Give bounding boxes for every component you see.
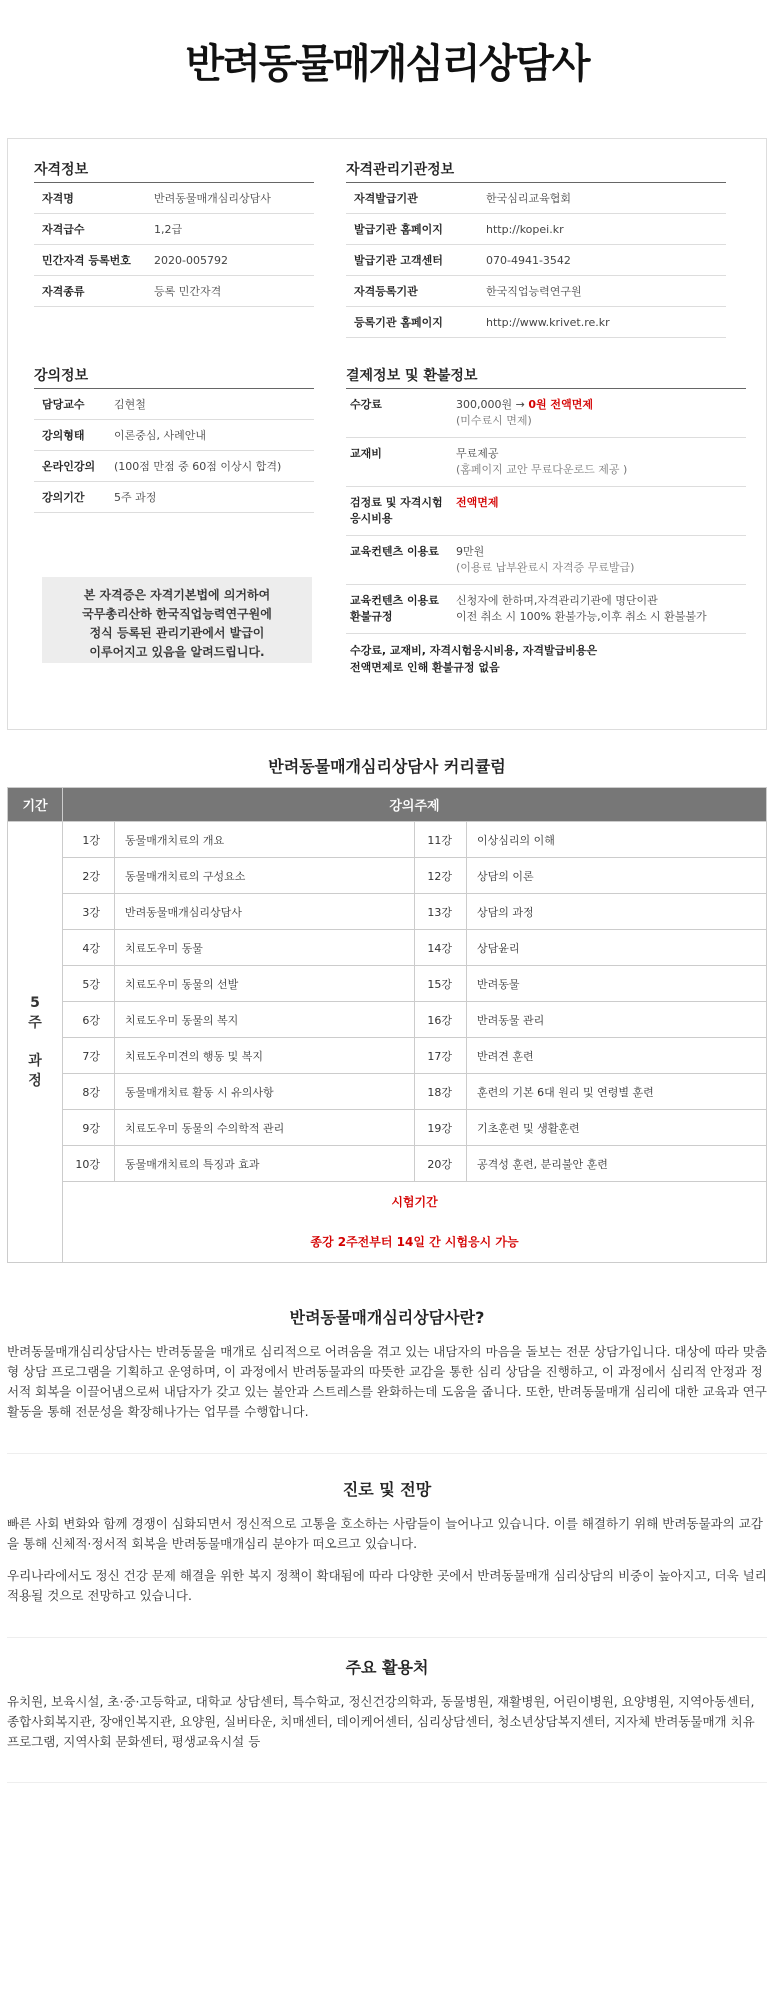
refund-row	[346, 585, 746, 634]
kv-row	[34, 420, 314, 451]
lesson-num: 16강	[415, 1002, 467, 1038]
notice-line: 국무총리산하 한국직업능력연구원에	[82, 607, 272, 621]
about-section	[7, 1305, 767, 1434]
kv-key: 자격명	[42, 192, 74, 205]
kv-value: 등록 민간자격	[154, 285, 222, 298]
period-cell	[8, 822, 63, 1263]
homepage-link[interactable]: http://www.krivet.re.kr	[486, 315, 610, 329]
kv-key: 자격급수	[42, 223, 85, 236]
material-sub: (홈페이지 교안 무료다운로드 제공 )	[456, 463, 628, 476]
lesson-num: 15강	[415, 966, 467, 1002]
kv-key: 교재비	[350, 447, 382, 460]
kv-row	[34, 389, 314, 420]
material-row	[346, 438, 746, 487]
lesson-num: 20강	[415, 1146, 467, 1182]
fee-price: 300,000원 →	[456, 398, 525, 411]
exam-row	[8, 1182, 767, 1263]
table-row	[8, 858, 767, 894]
kv-row	[34, 451, 314, 482]
lesson-num: 11강	[415, 822, 467, 858]
kv-key: 강의형태	[42, 429, 85, 442]
lesson-topic: 동물매개치료 활동 시 유의사항	[115, 1074, 415, 1110]
kv-value: 한국직업능력연구원	[486, 285, 582, 298]
lesson-topic: 반려견 훈련	[467, 1038, 767, 1074]
kv-key: 등록기관 홈페이지	[354, 316, 443, 329]
divider	[7, 1453, 767, 1454]
kv-key: 강의기간	[42, 491, 85, 504]
lesson-topic: 치료도우미 동물의 복지	[115, 1002, 415, 1038]
refund-note-line: 수강료, 교재비, 자격시험응시비용, 자격발급비용은	[350, 644, 598, 657]
lesson-topic: 치료도우미 동물의 선발	[115, 966, 415, 1002]
curriculum-table	[7, 787, 767, 1263]
kv-row	[34, 482, 314, 513]
kv-key: 교육컨텐츠 이용료	[350, 545, 439, 558]
kv-value: 반려동물매개심리상담사	[154, 192, 271, 205]
section-title: 자격정보	[34, 159, 314, 183]
lesson-topic: 상담윤리	[467, 930, 767, 966]
section-paragraph: 우리나라에서도 정신 건강 문제 해결을 위한 복지 정책이 확대됨에 따라 다양한 곳에서 반려동물매개 심리상담의 비중이 높아지고, 더욱 널리 적용될 것으로 전망하고 있습니다.	[7, 1568, 767, 1603]
lesson-topic: 동물매개치료의 개요	[115, 822, 415, 858]
agency-section	[346, 159, 726, 338]
kv-value: 김현철	[114, 398, 146, 411]
lesson-topic: 이상심리의 이해	[467, 822, 767, 858]
notice-line: 본 자격증은 자격기본법에 의거하여	[83, 588, 271, 602]
table-row	[8, 1110, 767, 1146]
lesson-num: 2강	[63, 858, 115, 894]
payment-section	[346, 365, 746, 676]
kv-key: 발급기관 홈페이지	[354, 223, 443, 236]
notice-line: 정식 등록된 관리기관에서 발급이	[89, 626, 265, 640]
lesson-topic: 반려동물매개심리상담사	[115, 894, 415, 930]
kv-key: 자격등록기관	[354, 285, 418, 298]
lesson-topic: 반려동물	[467, 966, 767, 1002]
kv-value: 이론중심, 사례안내	[114, 429, 207, 442]
kv-key: 수강료	[350, 398, 382, 411]
lesson-num: 9강	[63, 1110, 115, 1146]
period-text: 주	[28, 1015, 42, 1031]
lecture-section	[34, 365, 314, 513]
exam-title: 시험기간	[391, 1195, 438, 1209]
kv-key: 환불규정	[350, 610, 393, 623]
lesson-num: 4강	[63, 930, 115, 966]
usage-section	[7, 1655, 767, 1764]
table-row	[8, 1074, 767, 1110]
content-fee-row	[346, 536, 746, 585]
kv-row	[346, 183, 726, 214]
section-paragraph: 빠른 사회 변화와 함께 경쟁이 심화되면서 정신적으로 고통을 호소하는 사람들이 늘어나고 있습니다. 이를 해결하기 위해 반려동물과의 교감을 통해 신체적·정서적 회복을 반려동물매개심리 분야가 떠오르고 있습니다.	[7, 1516, 763, 1551]
exam-fee-value: 전액면제	[456, 496, 499, 509]
lesson-topic: 치료도우미 동물	[115, 930, 415, 966]
section-title: 결제정보 및 환불정보	[346, 365, 746, 389]
exam-fee-row	[346, 487, 746, 536]
table-row	[8, 1002, 767, 1038]
lesson-num: 12강	[415, 858, 467, 894]
homepage-link[interactable]: http://kopei.kr	[486, 222, 564, 236]
content-fee-sub: (이용료 납부완료시 자격증 무료발급)	[456, 561, 635, 574]
kv-value: 070-4941-3542	[486, 253, 571, 267]
divider	[7, 1782, 767, 1783]
lesson-num: 5강	[63, 966, 115, 1002]
lesson-topic: 동물매개치료의 특징과 효과	[115, 1146, 415, 1182]
page-title: 반려동물매개심리상담사	[185, 41, 589, 87]
kv-key: 응시비용	[350, 512, 393, 525]
lesson-topic: 기초훈련 및 생활훈련	[467, 1110, 767, 1146]
lesson-num: 18강	[415, 1074, 467, 1110]
lesson-num: 17강	[415, 1038, 467, 1074]
section-title: 자격관리기관정보	[346, 159, 726, 183]
col-period: 기간	[8, 788, 63, 822]
lesson-num: 10강	[63, 1146, 115, 1182]
kv-row	[34, 276, 314, 307]
lesson-num: 6강	[63, 1002, 115, 1038]
section-heading: 반려동물매개심리상담사란?	[289, 1308, 485, 1327]
table-row	[8, 1146, 767, 1182]
lesson-num: 3강	[63, 894, 115, 930]
kv-row	[346, 214, 726, 245]
lesson-num: 8강	[63, 1074, 115, 1110]
kv-key: 온라인강의	[42, 460, 96, 473]
exam-desc: 종강 2주전부터 14일 간 시험응시 가능	[310, 1235, 519, 1249]
refund-value: 신청자에 한하며,자격관리기관에 명단이관	[456, 594, 658, 607]
kv-row	[346, 307, 726, 338]
kv-row	[34, 214, 314, 245]
kv-value: 1,2급	[154, 223, 183, 236]
table-row	[8, 1038, 767, 1074]
table-row	[8, 930, 767, 966]
exam-cell	[63, 1182, 767, 1263]
refund-note-line: 전액면제로 인해 환불규정 없음	[350, 661, 500, 674]
kv-key: 자격발급기관	[354, 192, 418, 205]
col-subject: 강의주제	[63, 788, 767, 822]
kv-key: 검정료 및 자격시험	[350, 496, 443, 509]
kv-key: 자격종류	[42, 285, 85, 298]
lesson-topic: 상담의 과정	[467, 894, 767, 930]
table-row	[8, 894, 767, 930]
lesson-num: 13강	[415, 894, 467, 930]
lesson-topic: 치료도우미견의 행동 및 복지	[115, 1038, 415, 1074]
lesson-num: 1강	[63, 822, 115, 858]
lesson-topic: 훈련의 기본 6대 원리 및 연령별 훈련	[467, 1074, 767, 1110]
section-heading: 진로 및 전망	[342, 1480, 432, 1499]
lesson-topic: 치료도우미 동물의 수의학적 관리	[115, 1110, 415, 1146]
refund-value: 이전 취소 시 100% 환불가능,이후 취소 시 환불불가	[456, 610, 707, 623]
kv-value: 한국심리교육협회	[486, 192, 572, 205]
kv-key: 담당교수	[42, 398, 85, 411]
period-text: 정	[28, 1073, 42, 1089]
kv-key: 민간자격 등록번호	[42, 254, 131, 267]
section-paragraph: 유치원, 보육시설, 초·중·고등학교, 대학교 상담센터, 특수학교, 정신건강의학과, 동물병원, 재활병원, 어린이병원, 요양병원, 지역아동센터, 종합사회복지관, 장애인복지관, 요양원, 실버타운, 치매센터, 데이케어센터, 심리상담센터, 청소년상담복지센터, 지자체 반려동물매개 치유 프로그램, 지역사회 문화센터, 평생교육시설 등	[7, 1694, 755, 1749]
kv-value: (100점 만점 중 60점 이상시 합격)	[114, 460, 282, 473]
curriculum-title: 반려동물매개심리상담사 커리큘럼	[268, 757, 506, 776]
divider	[7, 1637, 767, 1638]
period-text: 5	[30, 995, 40, 1011]
refund-note	[346, 634, 746, 676]
section-paragraph: 반려동물매개심리상담사는 반려동물을 매개로 심리적으로 어려움을 겪고 있는 내담자의 마음을 돌보는 전문 상담가입니다. 대상에 따라 맞춤형 상담 프로그램을 기획하고 운영하며, 이 과정에서 반려동물과의 따뜻한 교감을 통한 심리 상담을 진행하고, 이 과정에서 심리적 안정과 정서적 회복을 이끌어냄으로써 내담자가 갖고 있는 불안과 스트레스를 완화하는데 도움을 줍니다. 또한, 반려동물매개 심리에 대한 교육과 연구 활동을 통해 전문성을 확장해나가는 업무를 수행합니다.	[7, 1344, 767, 1419]
period-text: 과	[28, 1053, 42, 1069]
notice-line: 이루어지고 있음을 알려드립니다.	[89, 645, 265, 659]
kv-key: 교육컨텐츠 이용료	[350, 594, 439, 607]
lesson-num: 7강	[63, 1038, 115, 1074]
kv-row	[34, 183, 314, 214]
lesson-num: 19강	[415, 1110, 467, 1146]
lesson-topic: 반려동물 관리	[467, 1002, 767, 1038]
table-row	[8, 966, 767, 1002]
kv-row	[346, 276, 726, 307]
kv-row	[34, 245, 314, 276]
lesson-topic: 공격성 훈련, 분리불안 훈련	[467, 1146, 767, 1182]
career-section	[7, 1477, 767, 1618]
section-title: 강의정보	[34, 365, 314, 389]
kv-value: 2020-005792	[154, 253, 228, 267]
kv-key: 발급기관 고객센터	[354, 254, 443, 267]
material-value: 무료제공	[456, 447, 499, 460]
section-heading: 주요 활용처	[345, 1658, 429, 1677]
content-fee-value: 9만원	[456, 545, 485, 558]
kv-value: 5주 과정	[114, 491, 157, 504]
lesson-topic: 동물매개치료의 구성요소	[115, 858, 415, 894]
fee-free: 0원 전액면제	[528, 398, 593, 411]
lesson-topic: 상담의 이론	[467, 858, 767, 894]
kv-row	[346, 245, 726, 276]
qualification-section	[34, 159, 314, 307]
table-row	[8, 822, 767, 858]
fee-row	[346, 389, 746, 438]
notice-box	[42, 577, 312, 663]
lesson-num: 14강	[415, 930, 467, 966]
info-box	[7, 138, 767, 730]
fee-sub: (미수료시 면제)	[456, 414, 532, 427]
